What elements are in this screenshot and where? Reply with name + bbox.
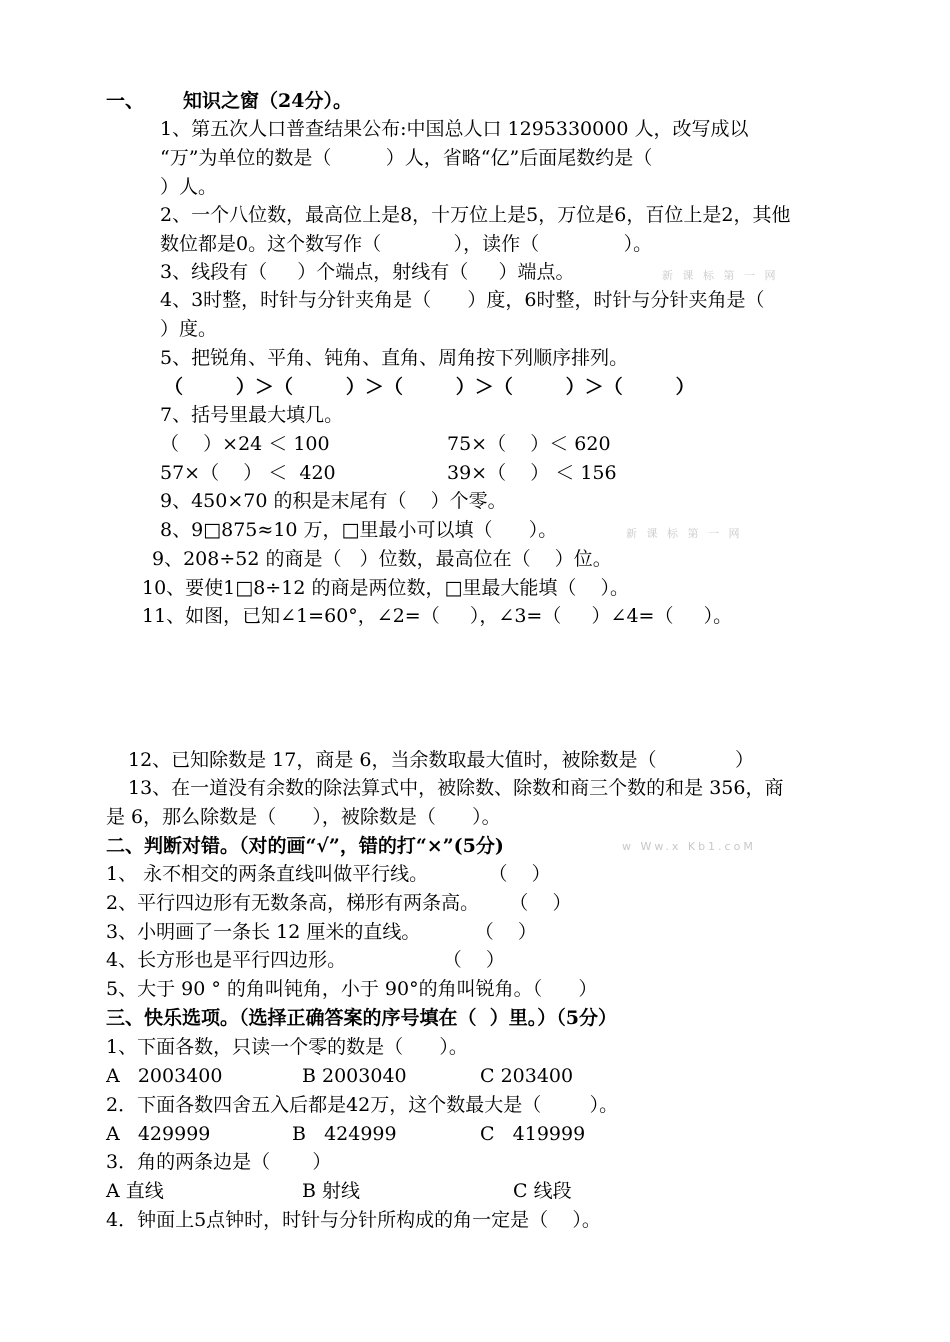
q5: 5、把锐角、平角、钝角、直角、周角按下列顺序排列。: [160, 347, 629, 369]
choice-q3-option-b: B 射线: [302, 1180, 361, 1202]
q10: 10、要使1□8÷12 的商是两位数，□里最大能填（ ）。: [142, 577, 630, 599]
q4-line2: ）度。: [160, 318, 218, 340]
choice-q2-option-c: C 419999: [480, 1123, 586, 1145]
choice-q3-option-c: C 线段: [513, 1180, 572, 1202]
choice-q1-option-b: B 2003040: [302, 1065, 407, 1087]
choice-q2-option-b: B 424999: [292, 1123, 397, 1145]
q7-row2-a: 57×（ ） ＜ 420: [160, 462, 336, 484]
section1-heading-number: 一、: [106, 90, 145, 112]
watermark: 新 课 标 第 一 网: [626, 527, 743, 540]
section3-heading: 三、快乐选项。（选择正确答案的序号填在（ ）里。）（5分）: [106, 1007, 617, 1029]
judge-item-4: 4、长方形也是平行四边形。 （ ）: [106, 949, 505, 971]
q9a: 9、450×70 的积是末尾有（ ）个零。: [160, 490, 507, 512]
judge-item-2: 2、平行四边形有无数条高，梯形有两条高。 （ ）: [106, 892, 572, 914]
watermark: 新 课 标 第 一 网: [662, 269, 779, 282]
choice-q1-option-a: A 2003400: [106, 1065, 223, 1087]
choice-q2-option-a: A 429999: [106, 1123, 211, 1145]
q5-blanks: （ ）＞（ ）＞（ ）＞（ ）＞（ ）: [164, 376, 695, 398]
choice-q3: 3．角的两条边是（ ）: [106, 1151, 332, 1173]
choice-q1: 1、下面各数，只读一个零的数是（ ）。: [106, 1036, 468, 1058]
q4-line1: 4、3时整，时针与分针夹角是（ ）度，6时整，时针与分针夹角是（: [160, 289, 765, 311]
q9b: 9、208÷52 的商是（ ）位数，最高位在（ ）位。: [152, 548, 612, 570]
q2-line2: 数位都是0。这个数写作（ ），读作（ ）。: [160, 233, 653, 255]
choice-q1-option-c: C 203400: [480, 1065, 574, 1087]
q11: 11、如图，已知∠1=60°，∠2=（ ），∠3=（ ）∠4=（ ）。: [142, 605, 733, 627]
q13-line1: 13、在一道没有余数的除法算式中，被除数、除数和商三个数的和是 356，商: [128, 777, 784, 799]
q7-row2-b: 39×（ ） ＜ 156: [447, 462, 617, 484]
judge-item-3: 3、小明画了一条长 12 厘米的直线。 （ ）: [106, 921, 537, 943]
q7-row1-b: 75×（ ）＜ 620: [447, 433, 611, 455]
judge-item-5: 5、大于 90 ° 的角叫钝角，小于 90°的角叫锐角。（ ）: [106, 978, 598, 1000]
q1-line2: “万”为单位的数是（ ）人，省略“亿”后面尾数约是（: [160, 147, 653, 169]
choice-q3-option-a: A 直线: [106, 1180, 164, 1202]
q3: 3、线段有（ ）个端点，射线有（ ）端点。: [160, 261, 575, 283]
section1-heading: 知识之窗（24分）。: [183, 90, 352, 112]
q12: 12、已知除数是 17，商是 6，当余数取最大值时，被除数是（ ）: [128, 749, 755, 771]
q13-line2: 是 6，那么除数是（ ），被除数是（ ）。: [106, 806, 501, 828]
choice-q2: 2．下面各数四舍五入后都是42万，这个数最大是（ ）。: [106, 1094, 619, 1116]
section2-heading: 二、判断对错。（对的画“√”，错的打“×”(5分): [106, 835, 504, 857]
q7-row1-a: （ ）×24 ＜ 100: [160, 433, 330, 455]
q8: 8、9□875≈10 万，□里最小可以填（ ）。: [160, 519, 558, 541]
judge-item-1: 1、 永不相交的两条直线叫做平行线。 （ ）: [106, 863, 551, 885]
q1-line3: ）人。: [160, 176, 218, 198]
choice-q4: 4．钟面上5点钟时，时针与分针所构成的角一定是（ ）。: [106, 1209, 601, 1231]
q1-line1: 1、第五次人口普查结果公布:中国总人口 1295330000 人，改写成以: [160, 118, 749, 140]
q2-line1: 2、一个八位数，最高位上是8，十万位上是5，万位是6，百位上是2，其他: [160, 204, 791, 226]
q7: 7、括号里最大填几。: [160, 404, 344, 426]
watermark: w Ww.x Kb1.coM: [622, 840, 756, 853]
